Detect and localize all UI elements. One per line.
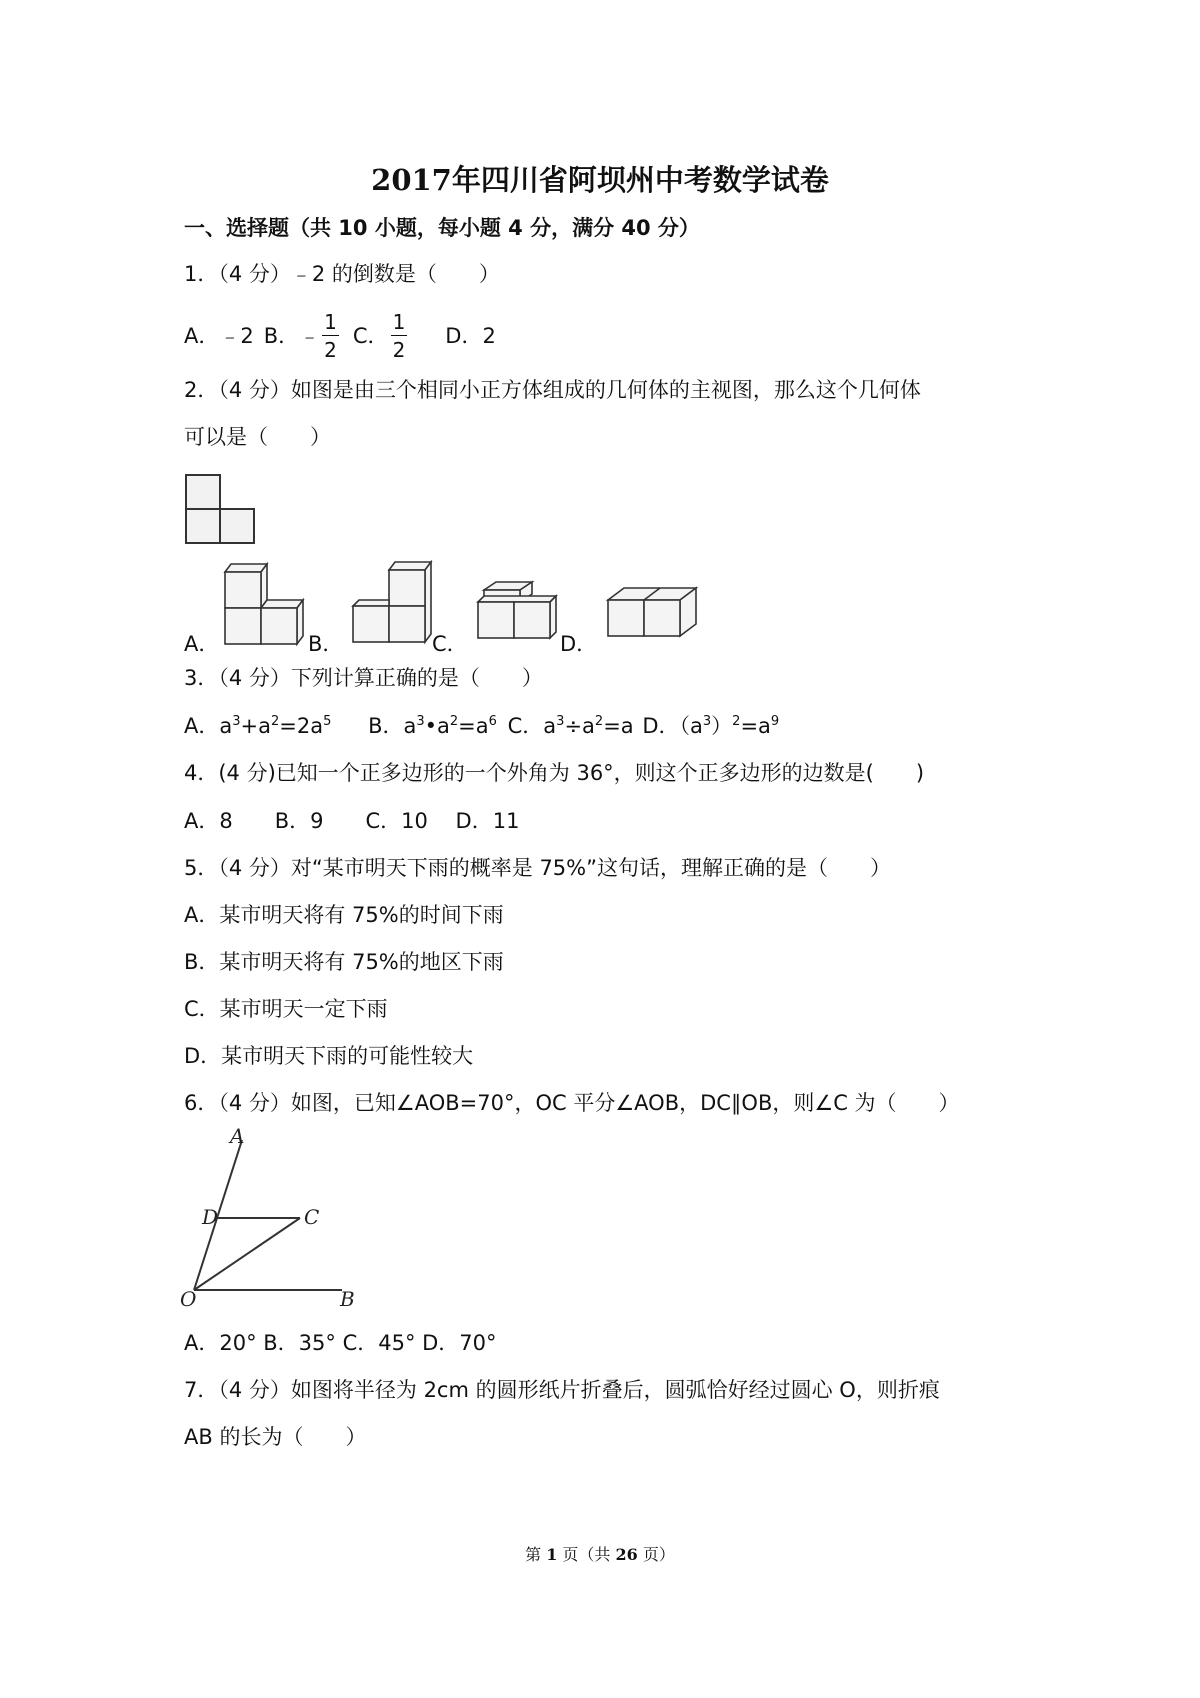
question-5-option-d: D．某市明天下雨的可能性较大 bbox=[184, 1044, 474, 1068]
question-5-option-c: C．某市明天一定下雨 bbox=[184, 997, 388, 1021]
page-title: 2017年四川省阿坝州中考数学试卷 bbox=[371, 163, 829, 197]
q2-option-c-label: C． bbox=[432, 632, 468, 656]
q1-option-a: A．﹣2 bbox=[184, 323, 254, 348]
point-c-label: C bbox=[304, 1205, 320, 1229]
question-3-options bbox=[184, 716, 779, 737]
total-pages: 26 bbox=[615, 1545, 638, 1564]
question-2-stem-line2: 可以是（ ） bbox=[184, 425, 331, 449]
q1-option-b-label: B．﹣ bbox=[263, 323, 321, 348]
question-2-stem-line1: 2．（4 分）如图是由三个相同小正方体组成的几何体的主视图，那么这个几何体 bbox=[184, 378, 921, 402]
q1-option-c-fraction bbox=[391, 312, 408, 360]
q3-option-c: C．$a^3\div a^2=a$ bbox=[507, 714, 634, 738]
fraction-denominator: 2 bbox=[392, 338, 406, 362]
q1-option-d: D．2 bbox=[445, 323, 496, 348]
q3-option-b: B．$a^3•a^2=a^6$ bbox=[368, 714, 497, 738]
question-6-stem: 6．（4 分）如图，已知∠AOB=70°，OC 平分∠AOB，DC∥OB，则∠C 为（ ） bbox=[184, 1091, 960, 1115]
question-1-options bbox=[184, 312, 496, 360]
q1-option-b-fraction bbox=[322, 312, 339, 360]
point-a-label: A bbox=[230, 1128, 245, 1148]
q2-option-a-solid bbox=[220, 560, 315, 650]
section-heading: 一、选择题（共 10 小题，每小题 4 分，满分 40 分） bbox=[184, 216, 700, 240]
q6-angle-figure bbox=[180, 1128, 360, 1308]
question-1-stem: 1．（4 分）﹣2 的倒数是（ ） bbox=[184, 262, 500, 286]
question-4-stem: 4．(4 分)已知一个正多边形的一个外角为 36°，则这个正多边形的边数是( ) bbox=[184, 761, 925, 785]
point-b-label: B bbox=[340, 1287, 355, 1308]
page-footer: 第 1 页（共 26 页） bbox=[525, 1545, 675, 1564]
q3-option-a: A．$a^3+a^2=2a^5$ bbox=[184, 714, 332, 738]
q3-option-d: D．$(a^3)^2=a^9$ bbox=[642, 714, 780, 738]
front-view-figure bbox=[184, 473, 259, 547]
fraction-numerator: 1 bbox=[392, 310, 406, 334]
fraction-numerator: 1 bbox=[324, 310, 337, 334]
question-4-options: A．8 B．9 C．10 D．11 bbox=[184, 809, 520, 833]
fraction-denominator: 2 bbox=[324, 338, 337, 362]
q2-option-d-label: D． bbox=[560, 632, 598, 656]
point-o-label: O bbox=[180, 1287, 197, 1308]
question-5-stem: 5．（4 分）对“某市明天下雨的概率是 75%”这句话，理解正确的是（ ） bbox=[184, 856, 892, 880]
question-5-option-a: A．某市明天将有 75%的时间下雨 bbox=[184, 903, 504, 927]
q2-option-a-label: A． bbox=[184, 632, 220, 656]
question-3-stem: 3．（4 分）下列计算正确的是（ ） bbox=[184, 666, 543, 690]
q2-option-b-label: B． bbox=[308, 632, 344, 656]
page-number: 1 bbox=[546, 1545, 558, 1564]
question-7-stem-line2: AB 的长为（ ） bbox=[184, 1425, 367, 1449]
question-7-stem-line1: 7．（4 分）如图将半径为 2cm 的圆形纸片折叠后，圆弧恰好经过圆心 O，则折痕 bbox=[184, 1378, 940, 1402]
q2-option-b-solid bbox=[348, 558, 443, 650]
q2-option-c-solid bbox=[474, 580, 574, 650]
q1-option-c-label: C． bbox=[352, 323, 389, 348]
q2-option-d-solid bbox=[604, 584, 704, 650]
point-d-label: D bbox=[202, 1205, 219, 1229]
question-6-options: A．20° B．35° C．45° D．70° bbox=[184, 1331, 497, 1355]
question-5-option-b: B．某市明天将有 75%的地区下雨 bbox=[184, 950, 504, 974]
